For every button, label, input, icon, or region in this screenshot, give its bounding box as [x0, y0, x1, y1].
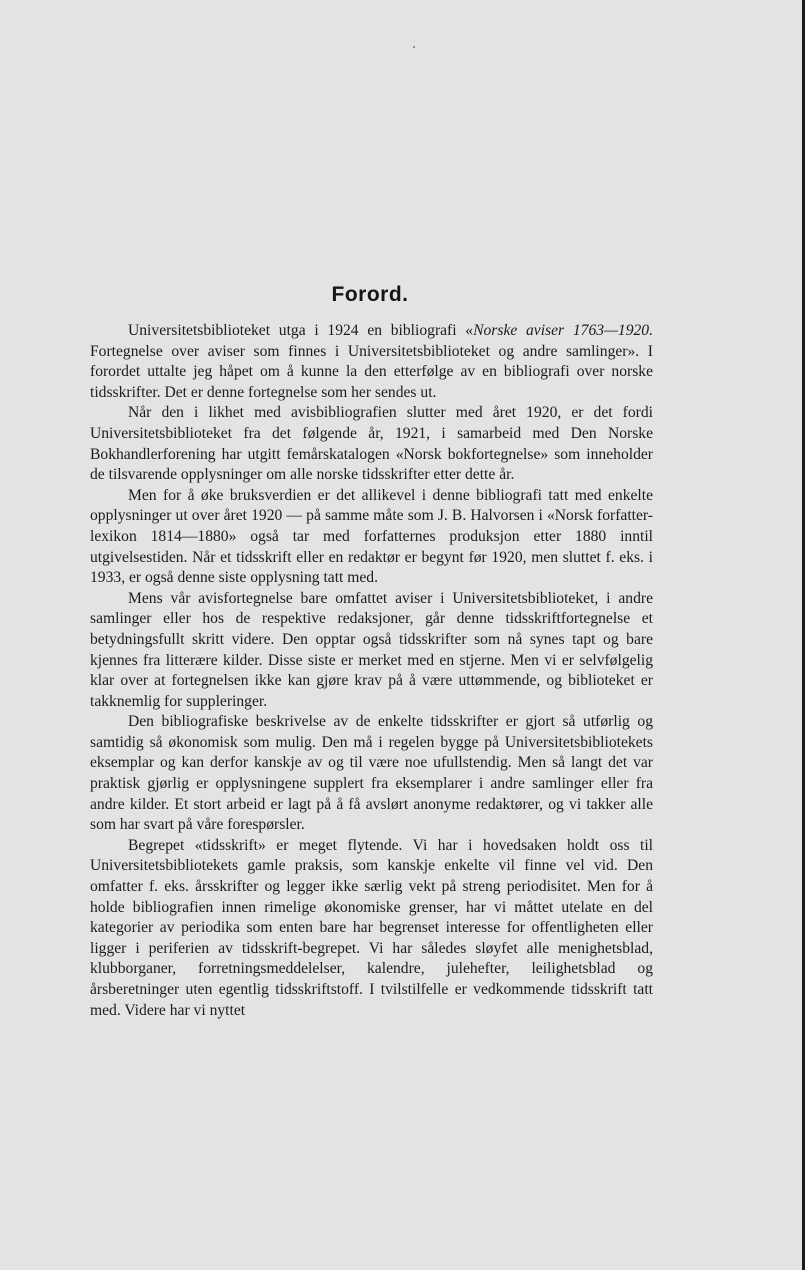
page-title: Forord.: [331, 283, 409, 306]
book-title-italic: Norske aviser 1763—1920.: [473, 322, 653, 339]
paragraph-3: Men for å øke bruksverdien er det allikevel i denne bibliografi tatt med enkelte opplysninger ut over året 1920 — på samme måte som J. B. Halvorsen i «Norsk forfatter-lexikon 1814—1880» også tar med forfatternes produksjon etter 1880 inntil utgivelsestiden. Når et tidsskrift eller en redaktør er begynt før 1920, men sluttet f. eks. i 1933, er også denne siste opplysning tatt med.: [90, 486, 653, 587]
paragraph-6: Begrepet «tidsskrift» er meget flytende. Vi har i hovedsaken holdt oss til Universitetsbibliotekets gamle praksis, som kanskje enkelte vil finne vel vid. Den omfatter f. eks. årsskrifter og legger ikke særlig vekt på streng periodisitet. Men for å holde bibliografien innen rimelige økonomiske grenser, har vi måttet utelate en del kategorier av periodika som enten bare har begrenset interesse for offentligheten eller ligger i periferien av tidsskrift-begrepet. Vi har således sløyfet alle menighetsblad, klubborganer, forretningsmeddelelser, kalendre, julehefter, leilighetsblad og årsberetninger uten egentlig tidsskriftstoff. I tvilstilfelle er vedkommende tidsskrift tatt med. Videre har vi nyttet: [90, 836, 653, 1019]
paragraph-2: Når den i likhet med avisbibliografien slutter med året 1920, er det fordi Universitetsbiblioteket fra det følgende år, 1921, i samarbeid med Den Norske Bokhandlerforening har utgitt femårskatalogen «Norsk bokfortegnelse» som inneholder de tilsvarende opplysninger om alle norske tidsskrifter etter dette år.: [90, 404, 653, 484]
paragraph-1: [90, 321, 653, 403]
paragraph-5: Den bibliografiske beskrivelse av de enkelte tidsskrifter er gjort så utførlig og samtidig så økonomisk som mulig. Den må i regelen bygge på Universitetsbibliotekets eksemplar og kan derfor kanskje av og til være noe ufullstendig. Men så langt det var praktisk gjørlig er opplysningene supplert fra eksemplarer i andre samlinger eller fra andre kilder. Et stort arbeid er lagt på å få avslørt anonyme redaktører, og vi takker alle som har svart på våre forespørsler.: [90, 713, 653, 834]
foreword-body: [90, 321, 653, 1021]
paper-speck: [413, 46, 415, 48]
paragraph-4: Mens vår avisfortegnelse bare omfattet aviser i Universitetsbiblioteket, i andre samlinger eller hos de respektive redaksjoner, går denne tidsskriftfortegnelse et betydningsfullt skritt videre. Den opptar også tidsskrifter som nå synes tapt og bare kjennes fra litterære kilder. Disse siste er merket med en stjerne. Men vi er selvfølgelig klar over at fortegnelsen ikke kan gjøre krav på å være uttømmende, og biblioteket er takknemlig for suppleringer.: [90, 589, 653, 710]
paragraph-1-lead: Universitetsbiblioteket utga i 1924 en bibliografi «: [128, 322, 474, 339]
paragraph-1-rest: Fortegnelse over aviser som finnes i Universitetsbiblioteket og andre samlinger». I forordet uttalte jeg håpet om å kunne la den etterfølge av en bibliografi over norske tidsskrifter. Det er denne fortegnelse som her sendes ut.: [90, 342, 653, 401]
